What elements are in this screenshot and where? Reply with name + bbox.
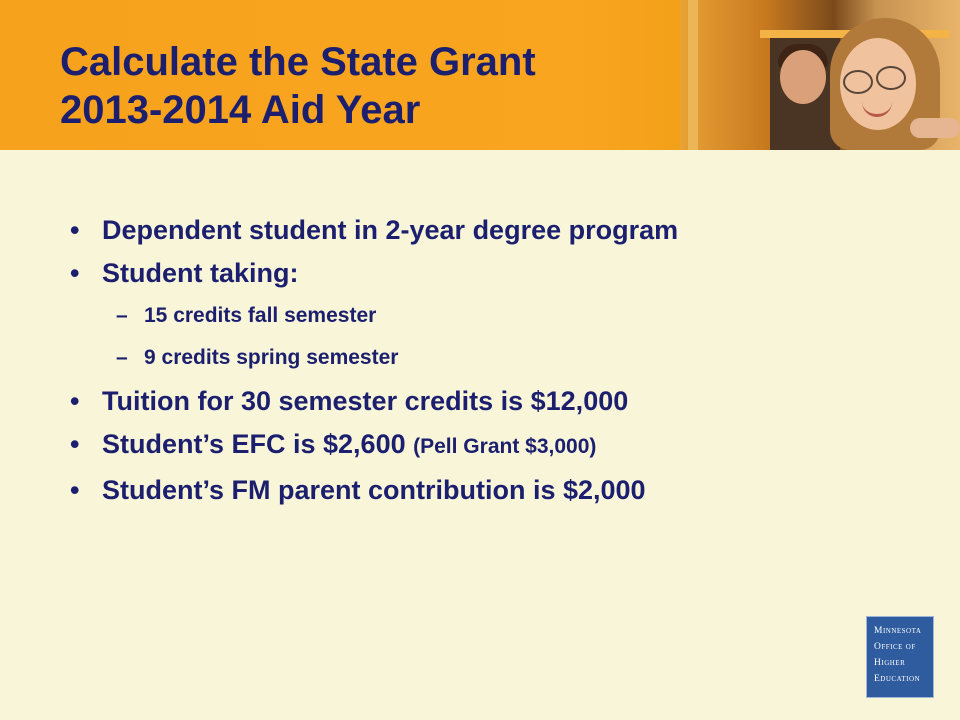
- header-banner: [0, 0, 960, 150]
- sub-bullet-item: [70, 345, 930, 371]
- bullet-item: [70, 385, 930, 417]
- bullet-marker: •: [70, 386, 80, 416]
- bullet-marker: •: [70, 215, 80, 245]
- logo-line: Higher: [874, 658, 906, 668]
- bullet-marker: •: [70, 475, 80, 505]
- bullet-text-group: [102, 428, 596, 463]
- bullet-item: [70, 214, 930, 246]
- bullet-text: Student’s EFC is $2,600: [102, 429, 406, 459]
- bullet-item: [70, 257, 930, 289]
- title-line-2: 2013-2014 Aid Year: [60, 88, 421, 132]
- pell-note: (Pell Grant $3,000): [413, 435, 597, 458]
- bullet-text: Tuition for 30 semester credits is $12,000: [102, 386, 629, 416]
- dash-marker: –: [116, 304, 128, 327]
- bullet-text: Student’s FM parent contribution is $2,000: [102, 475, 646, 505]
- logo-line: Minnesota: [874, 626, 922, 636]
- bullet-marker: •: [70, 429, 80, 459]
- sub-bullet-text: 15 credits fall semester: [144, 304, 377, 327]
- sub-bullet-item: [70, 303, 930, 329]
- title-line-1: Calculate the State Grant: [60, 40, 536, 84]
- bullet-text: Dependent student in 2-year degree program: [102, 215, 679, 245]
- sub-bullet-text: 9 credits spring semester: [144, 346, 399, 369]
- bullet-list: [70, 214, 930, 517]
- dash-marker: –: [116, 346, 128, 369]
- logo-line: Office of: [874, 642, 916, 652]
- bullet-item: [70, 474, 930, 506]
- bullet-item: [70, 428, 930, 463]
- slide-title: [60, 38, 536, 134]
- bullet-text: Student taking:: [102, 258, 299, 288]
- ohe-logo: [866, 616, 934, 698]
- children-photo: [680, 0, 960, 150]
- logo-line: Education: [874, 674, 921, 684]
- bullet-marker: •: [70, 258, 80, 288]
